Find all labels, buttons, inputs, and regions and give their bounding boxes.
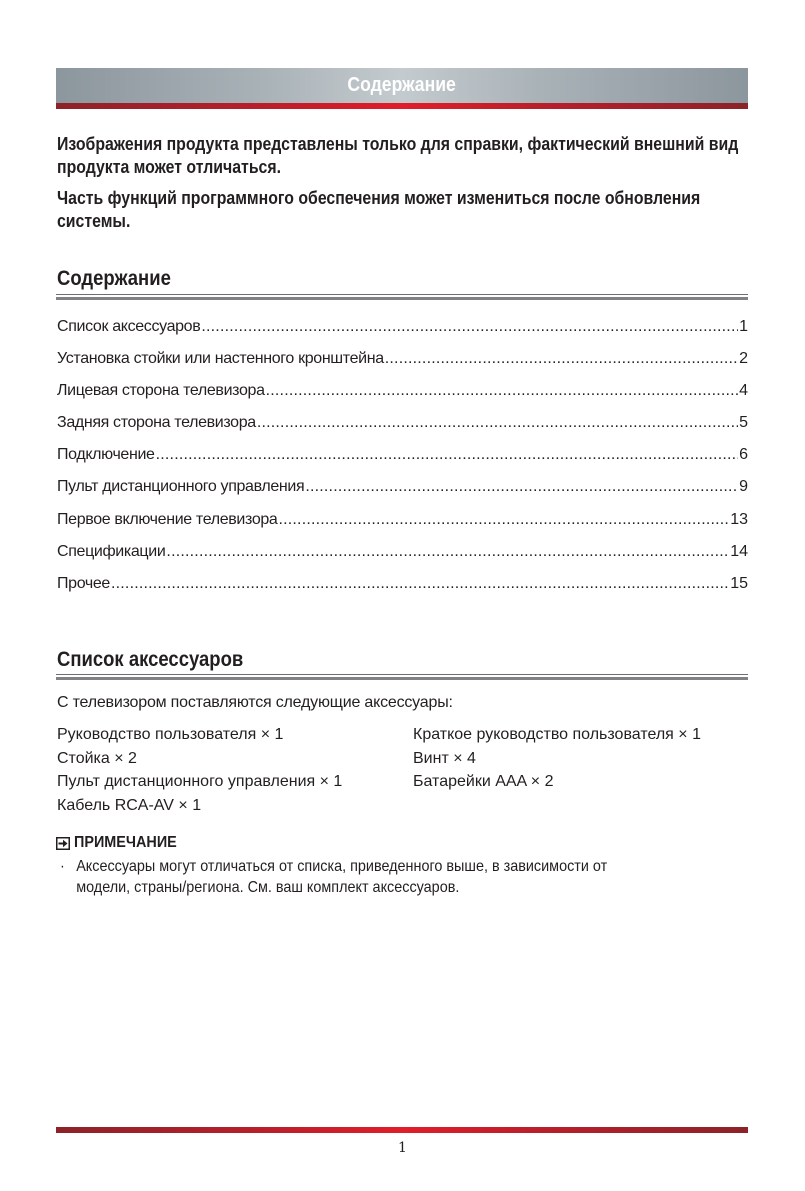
toc-item-label: Подключение (57, 446, 155, 464)
toc-item-label: Список аксессуаров (57, 318, 201, 335)
arrow-right-box-icon (56, 837, 70, 850)
dot-leader (305, 477, 738, 497)
footer-red-stripe (56, 1127, 748, 1133)
disclaimer-paragraph-2: Часть функций программного обеспечения может измениться после обновления системы. (57, 188, 701, 231)
toc-item[interactable] (57, 445, 748, 477)
toc-item[interactable] (57, 510, 748, 542)
toc-item-page: 14 (730, 542, 748, 560)
toc-item-page: 2 (739, 350, 748, 368)
toc-item[interactable] (57, 477, 748, 509)
note-body (60, 856, 744, 898)
toc-item-page: 9 (739, 478, 748, 496)
table-of-contents (57, 317, 748, 606)
toc-item-page: 6 (739, 446, 748, 464)
dot-leader (266, 381, 738, 401)
toc-item[interactable] (57, 542, 748, 574)
note-line-2: модели, страны/региона. См. ваш комплект аксессуаров. (76, 879, 460, 896)
accessory-item: Винт × 4 (413, 749, 476, 767)
toc-item[interactable] (57, 574, 748, 606)
dot-leader (257, 413, 738, 433)
bullet: · (60, 858, 65, 875)
toc-item[interactable] (57, 413, 748, 445)
accessory-item: Пульт дистанционного управления × 1 (57, 773, 343, 790)
accessory-item: Краткое руководство пользователя × 1 (413, 726, 701, 743)
toc-item-label: Задняя сторона телевизора (57, 414, 256, 432)
accessories-right-column (413, 723, 701, 794)
note-line-1: Аксессуары могут отличаться от списка, приведенного выше, в зависимости от (76, 858, 608, 875)
toc-item-page: 5 (739, 414, 748, 432)
disclaimer-paragraph-1: Изображения продукта представлены только для справки, фактический внешний вид продукта может отличаться. (57, 134, 739, 177)
dot-leader (166, 542, 729, 562)
accessory-item: Стойка × 2 (57, 749, 137, 767)
accessories-left-column (57, 723, 342, 817)
dot-leader (278, 510, 729, 530)
note-heading (56, 834, 188, 852)
toc-item-page: 1 (739, 318, 748, 335)
toc-heading-text: Содержание (57, 267, 171, 290)
banner-title (56, 68, 748, 103)
dot-leader (156, 445, 738, 465)
disclaimer (57, 133, 757, 241)
note-title: ПРИМЕЧАНИЕ (74, 834, 177, 851)
dot-leader (201, 317, 738, 337)
accessory-item: Кабель RCA-AV × 1 (57, 796, 202, 814)
accessory-item: Руководство пользователя × 1 (57, 726, 284, 743)
toc-heading (57, 267, 186, 291)
toc-item-label: Лицевая сторона телевизора (57, 382, 265, 400)
toc-item-page: 4 (739, 382, 748, 400)
accessories-heading-rule (56, 674, 748, 680)
dot-leader (385, 349, 738, 369)
toc-item-label: Спецификации (57, 542, 166, 560)
title-banner (56, 68, 748, 109)
dot-leader (111, 574, 729, 594)
toc-item-label: Установка стойки или настенного кронштейна (57, 350, 384, 368)
toc-item-label: Прочее (57, 574, 110, 592)
toc-item-page: 15 (730, 574, 748, 592)
accessory-item: Батарейки AAA × 2 (413, 773, 554, 790)
accessories-heading (57, 648, 269, 672)
toc-item[interactable] (57, 381, 748, 413)
banner-red-stripe (56, 103, 748, 109)
toc-item[interactable] (57, 349, 748, 381)
accessories-intro: С телевизором поставляются следующие аксессуары: (57, 694, 453, 711)
banner-title-text: Содержание (347, 74, 457, 96)
toc-item-page: 13 (730, 510, 748, 528)
toc-item[interactable] (57, 317, 748, 349)
toc-item-label: Пульт дистанционного управления (57, 478, 305, 496)
toc-heading-rule (56, 294, 748, 300)
page-number: 1 (398, 1140, 407, 1156)
toc-item-label: Первое включение телевизора (57, 510, 278, 528)
accessories-heading-text: Список аксессуаров (57, 648, 244, 671)
